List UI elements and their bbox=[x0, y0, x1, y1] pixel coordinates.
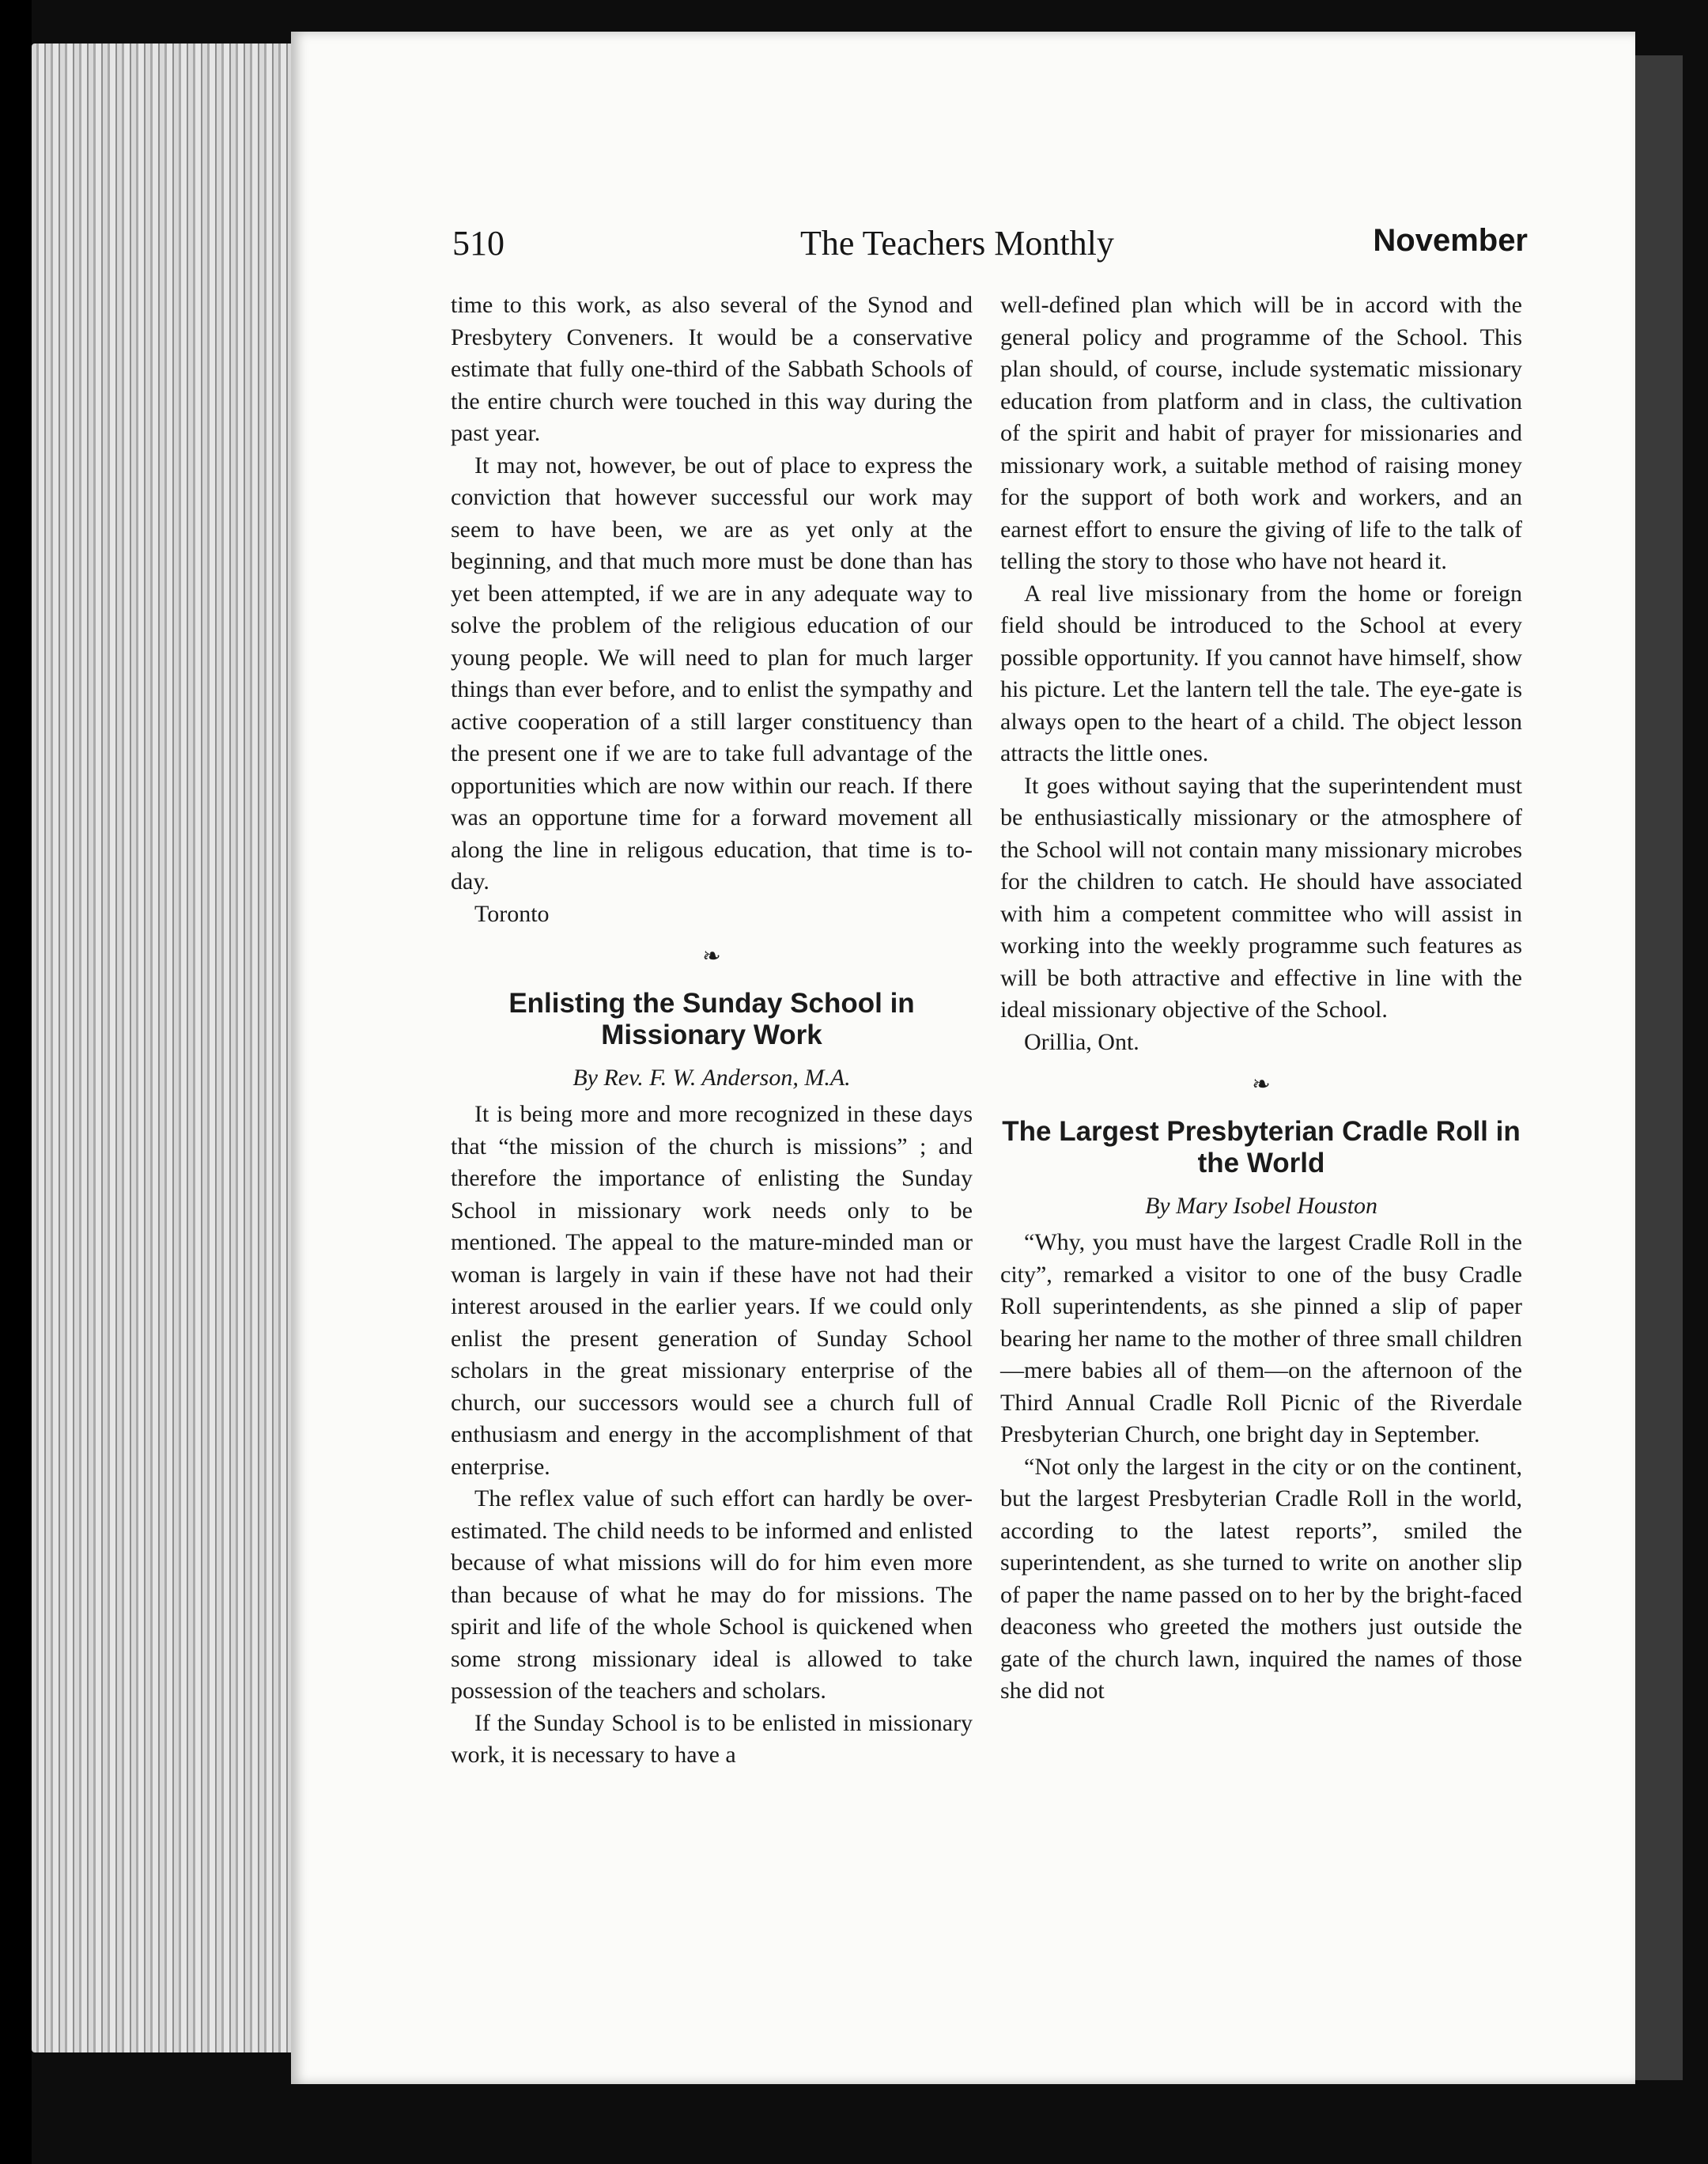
paragraph: If the Sunday School is to be enlisted in missionary work, it is necessary to have a bbox=[451, 1709, 973, 1768]
paragraph: “Not only the largest in the city or on the continent, but the largest Presbyterian Cradle Roll in the world, according to the latest reports”, smiled the superintendent, as she turned to write on another slip of paper the name passed on to her by the bright-faced deaconess who greeted the mothers just outside the gate of the church lawn, inquired the names of those she did not bbox=[1000, 1453, 1522, 1704]
paragraph: well-defined plan which will be in accord with the general policy and programme of the School. This plan should, of course, include systematic missionary education from platform and in class, the cultivation of the spirit and habit of prayer for missionaries and missionary work, a suitable method of raising money for the support of both work and workers, and an earnest effort to ensure the giving of life to the talk of telling the story to those who have not heard it. bbox=[1000, 292, 1522, 574]
section-ornament-icon: ❧ bbox=[1252, 1073, 1271, 1097]
page-number: 510 bbox=[452, 224, 504, 263]
article-title: The Largest Presbyterian Cradle Roll in the World bbox=[1002, 1115, 1521, 1178]
place-signoff: Toronto bbox=[474, 900, 550, 927]
paragraph: It goes without saying that the superintendent must be enthusiastically missionary or the atmosphere of the School will not contain many missionary microbes for the children to catch. He should have associated with him a competent committee who will assist in working into the weekly programme such features as will be both attractive and effective in line with the ideal missionary objective of the School. bbox=[1000, 772, 1522, 1023]
book-spine-shadow bbox=[1635, 55, 1683, 2080]
left-column bbox=[451, 289, 973, 1772]
issue-month: November bbox=[1373, 223, 1528, 258]
paragraph: A real live missionary from the home or foreign field should be introduced to the School at every possible opportunity. If you cannot have himself, show his picture. Let the lantern tell the tale. The eye-gate is always open to the heart of a child. The object lesson attracts the little ones. bbox=[1000, 580, 1522, 766]
paragraph: time to this work, as also several of the Synod and Presbytery Conveners. It would be a conservative estimate that fully one-third of the Sabbath Schools of the entire church were touched in this way during the past year. bbox=[451, 292, 973, 446]
paragraph: The reflex value of such effort can hardly be over-estimated. The child needs to be informed and enlisted because of what missions will do for him even more than because of what he may do for missions. The spirit and life of the whole School is quickened when some strong missionary ideal is allowed to take possession of the teachers and scholars. bbox=[451, 1485, 973, 1704]
article-title: Enlisting the Sunday School in Missionary Work bbox=[508, 987, 915, 1050]
article-byline: By Mary Isobel Houston bbox=[1144, 1192, 1378, 1219]
paragraph: It may not, however, be out of place to express the conviction that however successful our work may seem to have been, we are as yet only at the beginning, and that much more must be done than has yet been attempted, if we are in any adequate way to solve the problem of the religious education of our young people. We will need to plan for much larger things than ever before, and to enlist the sympathy and active cooperation of a still larger constituency than the present one if we are to take full advantage of the opportunities which are now within our reach. If there was an opportune time for a forward movement all along the line in religous education, that time is to-day. bbox=[451, 452, 973, 895]
journal-title: The Teachers Monthly bbox=[800, 224, 1114, 263]
running-header bbox=[452, 223, 1528, 270]
book-page-edges bbox=[32, 44, 300, 2052]
right-column bbox=[1000, 289, 1522, 1708]
paragraph: “Why, you must have the largest Cradle Roll in the city”, remarked a visitor to one of the busy Cradle Roll superintendents, as she pinned a slip of paper bearing her name to the mother of three small children—mere babies all of them—on the afternoon of the Third Annual Cradle Roll Picnic of the Riverdale Presbyterian Church, one bright day in September. bbox=[1000, 1229, 1522, 1447]
place-signoff: Orillia, Ont. bbox=[1024, 1028, 1139, 1055]
scan-background-left bbox=[0, 0, 32, 2164]
paragraph: It is being more and more recognized in these days that “the mission of the church is missions” ; and therefore the importance of enlisting the Sunday School in missionary work needs only to be mentioned. The appeal to the mature-minded man or woman is largely in vain if these have not had their interest aroused in the earlier years. If we could only enlist the present generation of Sunday School scholars in the great missionary enterprise of the church, our successors would see a church full of enthusiasm and energy in the accomplishment of that enterprise. bbox=[451, 1101, 973, 1480]
section-ornament-icon: ❧ bbox=[702, 944, 721, 969]
article-byline: By Rev. F. W. Anderson, M.A. bbox=[572, 1064, 851, 1091]
